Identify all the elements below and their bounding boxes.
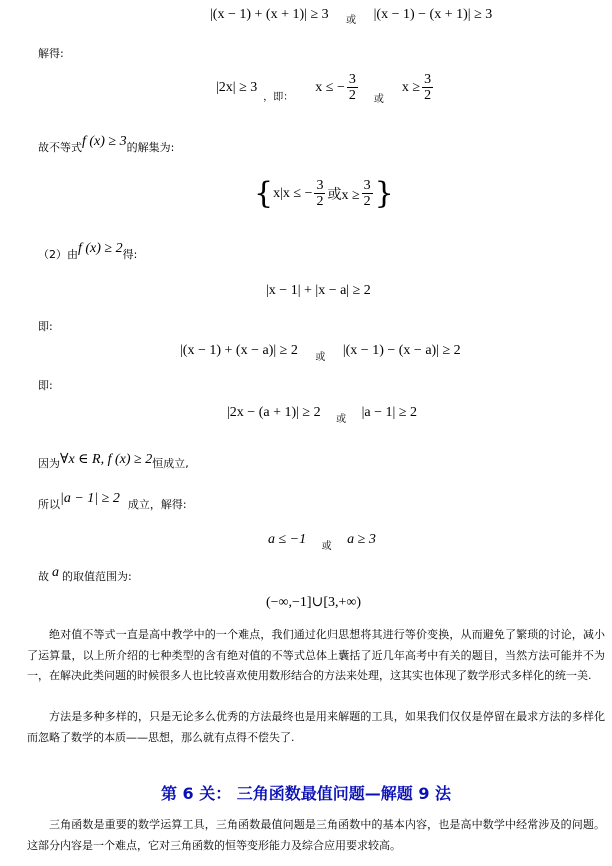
- eq2-b-num: 3: [348, 72, 356, 87]
- because-math: ∀x ∈ R, f (x) ≥ 2: [60, 452, 153, 467]
- part2-math: f (x) ≥ 2: [78, 241, 123, 256]
- part2-post: 得:: [122, 248, 138, 261]
- equation-2: [216, 72, 435, 103]
- eq6-or: 或: [321, 541, 332, 552]
- ji-label-2: 即:: [38, 379, 53, 392]
- set-intro: [38, 136, 174, 156]
- solve-label-1: 解得:: [38, 47, 64, 60]
- set-den-2: 2: [363, 194, 371, 209]
- set-intro-post: 的解集为:: [126, 141, 175, 154]
- set-den-1: 2: [316, 194, 324, 209]
- so-pre: 所以: [38, 498, 60, 511]
- set-intro-pre: 故不等式: [38, 141, 82, 154]
- range-post: 的取值范围为:: [62, 570, 132, 583]
- so-math: |a − 1| ≥ 2: [60, 491, 120, 506]
- section-title: 第 6 关： 三角函数最值问题—解题 9 法: [160, 784, 452, 803]
- part-2-intro: [38, 243, 137, 263]
- because-pre: 因为: [38, 457, 60, 470]
- eq2-c-pre: x ≥: [401, 79, 421, 95]
- solution-set: [254, 176, 394, 211]
- eq2-b-den: 2: [348, 88, 356, 103]
- ji-label-1: 即:: [38, 320, 53, 333]
- eq5-or: 或: [336, 414, 347, 425]
- eq4-or: 或: [315, 352, 326, 363]
- eq2-c-den: 2: [424, 88, 432, 103]
- so-post: 成立，解得:: [127, 498, 187, 511]
- equation-4: [180, 342, 461, 363]
- eq6-right: a ≥ 3: [347, 532, 376, 547]
- eq4-right: |(x − 1) − (x − a)| ≥ 2: [342, 343, 461, 358]
- paragraph-2: 方法是多种多样的，只是无论多么优秀的方法最终也是用来解题的工具，如果我们仅仅是停留在最求方法的多样化而忽略了数学的本质——思想，那么就有点得不偿失了.: [27, 710, 605, 744]
- left-brace: {: [254, 176, 274, 211]
- range-math: a: [52, 565, 59, 580]
- so-line: [38, 493, 187, 513]
- set-intro-math: f (x) ≥ 3: [82, 134, 127, 149]
- eq5-left: |2x − (a + 1)| ≥ 2: [227, 405, 321, 420]
- part2-pre: （2）由: [38, 248, 78, 261]
- set-mid: 或x ≥: [327, 187, 360, 203]
- paragraph-3: 三角函数是重要的数学运算工具，三角函数最值问题是三角函数中的基本内容，也是高中数学中经常涉及的问题。这部分内容是一个难点，它对三角函数的恒等变形能力及综合应用要求较高。: [27, 818, 605, 852]
- paragraph-1: 绝对值不等式一直是高中教学中的一个难点，我们通过化归思想将其进行等价变换，从而避免了繁琐的讨论，减小了运算量，以上所介绍的七种类型的含有绝对值的不等式总体上囊括了近几年高考中有关的题目，当然方法可能并不为一，在解决此类问题的时候很多人也比较喜欢使用数形结合的方法来处理，这其实也体现了数学形式多样化的统一美.: [27, 628, 605, 682]
- set-num-1: 3: [316, 178, 324, 193]
- eq2-or: 或: [373, 94, 384, 105]
- range-pre: 故: [38, 570, 49, 583]
- equation-7: (−∞,−1]∪[3,+∞): [266, 595, 362, 610]
- eq1-or: 或: [346, 15, 357, 26]
- because-post: 恒成立,: [152, 457, 189, 470]
- equation-1: [210, 6, 493, 26]
- equation-5: [227, 404, 418, 425]
- eq6-left: a ≤ −1: [268, 532, 307, 547]
- because-line: [38, 452, 189, 472]
- eq2-comma: ，即：: [263, 92, 294, 103]
- eq4-left: |(x − 1) + (x − a)| ≥ 2: [180, 343, 298, 358]
- eq5-right: |a − 1| ≥ 2: [361, 405, 418, 420]
- eq1-right: |(x − 1) − (x + 1)| ≥ 3: [373, 7, 493, 22]
- eq2-c-num: 3: [424, 72, 432, 87]
- set-pre: x|x ≤ −: [273, 185, 313, 201]
- eq2-b-pre: x ≤ −: [315, 79, 345, 95]
- eq2-a: |2x| ≥ 3: [216, 79, 258, 95]
- equation-3: |x − 1| + |x − a| ≥ 2: [266, 283, 371, 298]
- set-num-2: 3: [363, 178, 371, 193]
- equation-6: [268, 531, 376, 552]
- eq1-left: |(x − 1) + (x + 1)| ≥ 3: [210, 7, 329, 22]
- right-brace: }: [374, 176, 394, 211]
- range-line: [38, 565, 132, 585]
